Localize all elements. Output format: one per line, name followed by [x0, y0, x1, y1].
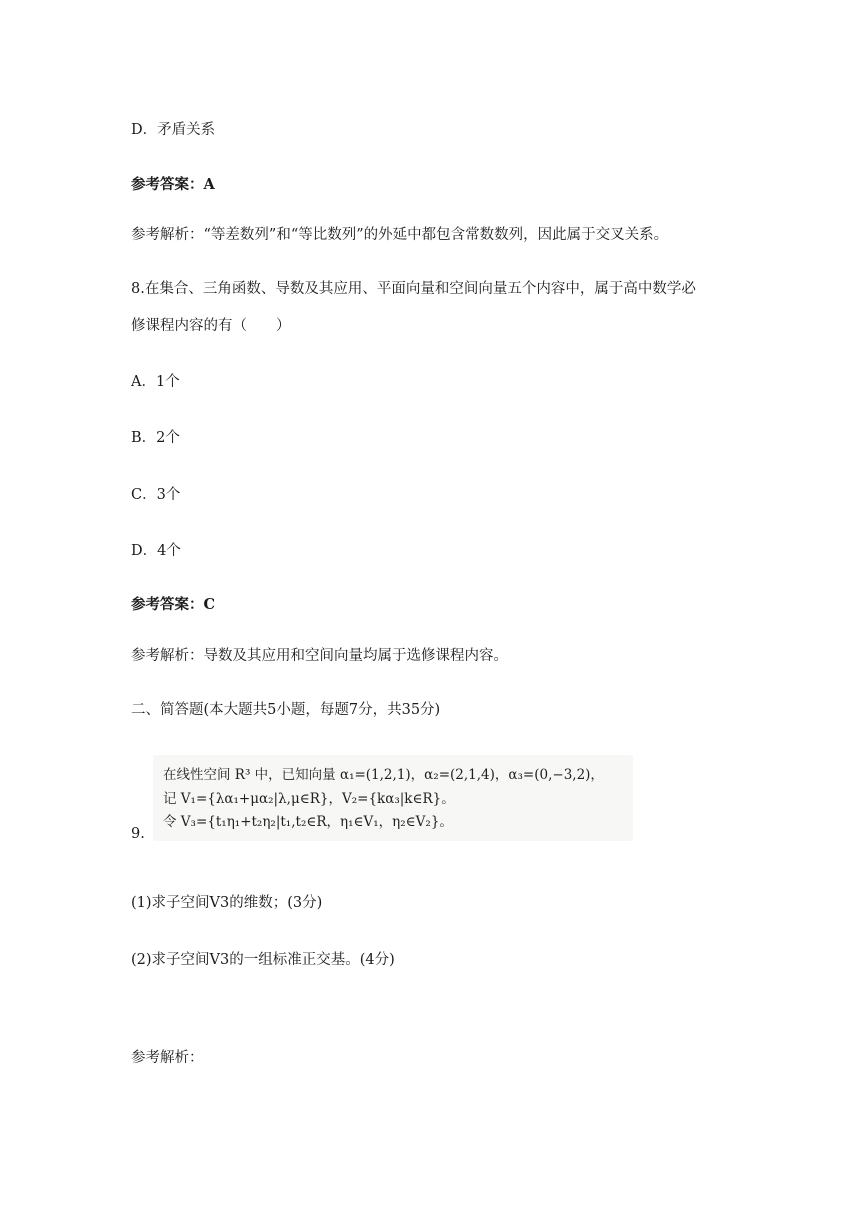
q7-answer: 参考答案：A — [131, 176, 215, 193]
q8-option-b: B．2个 — [131, 430, 180, 446]
q9-number: 9. — [131, 826, 145, 842]
q9-formula-line1: 在线性空间 R³ 中，已知向量 α₁=(1,2,1)，α₂=(2,1,4)，α₃=(0,−3,2)， — [163, 767, 604, 783]
q8-answer: 参考答案：C — [131, 596, 216, 613]
q9-analysis-label: 参考解析： — [131, 1050, 204, 1066]
q8-option-c: C．3个 — [131, 487, 181, 503]
q9-formula-image — [153, 755, 633, 841]
q8-stem-line1: 8.在集合、三角函数、导数及其应用、平面向量和空间向量五个内容中，属于高中数学必 — [131, 281, 696, 297]
section-title: 二、简答题(本大题共5小题，每题7分，共35分) — [131, 702, 441, 718]
q9-sub1: (1)求子空间V3的维数；(3分) — [131, 895, 323, 911]
q8-analysis: 参考解析：导数及其应用和空间向量均属于选修课程内容。 — [131, 648, 508, 664]
q8-option-d: D．4个 — [131, 543, 181, 559]
q9-sub2: (2)求子空间V3的一组标准正交基。(4分) — [131, 952, 395, 968]
q7-option-d: D．矛盾关系 — [131, 122, 216, 138]
q8-option-a: A．1个 — [131, 374, 180, 390]
q7-analysis: 参考解析：“等差数列”和“等比数列”的外延中都包含常数数列，因此属于交叉关系。 — [131, 227, 669, 243]
q9-formula-line3: 令 V₃={t₁η₁+t₂η₂|t₁,t₂∈R，η₁∈V₁，η₂∈V₂}。 — [163, 814, 453, 830]
q9-formula-line2: 记 V₁={λα₁+μα₂|λ,μ∈R}，V₂={kα₃|k∈R}。 — [163, 791, 455, 807]
q8-stem-line2: 修课程内容的有（ ） — [131, 318, 291, 334]
